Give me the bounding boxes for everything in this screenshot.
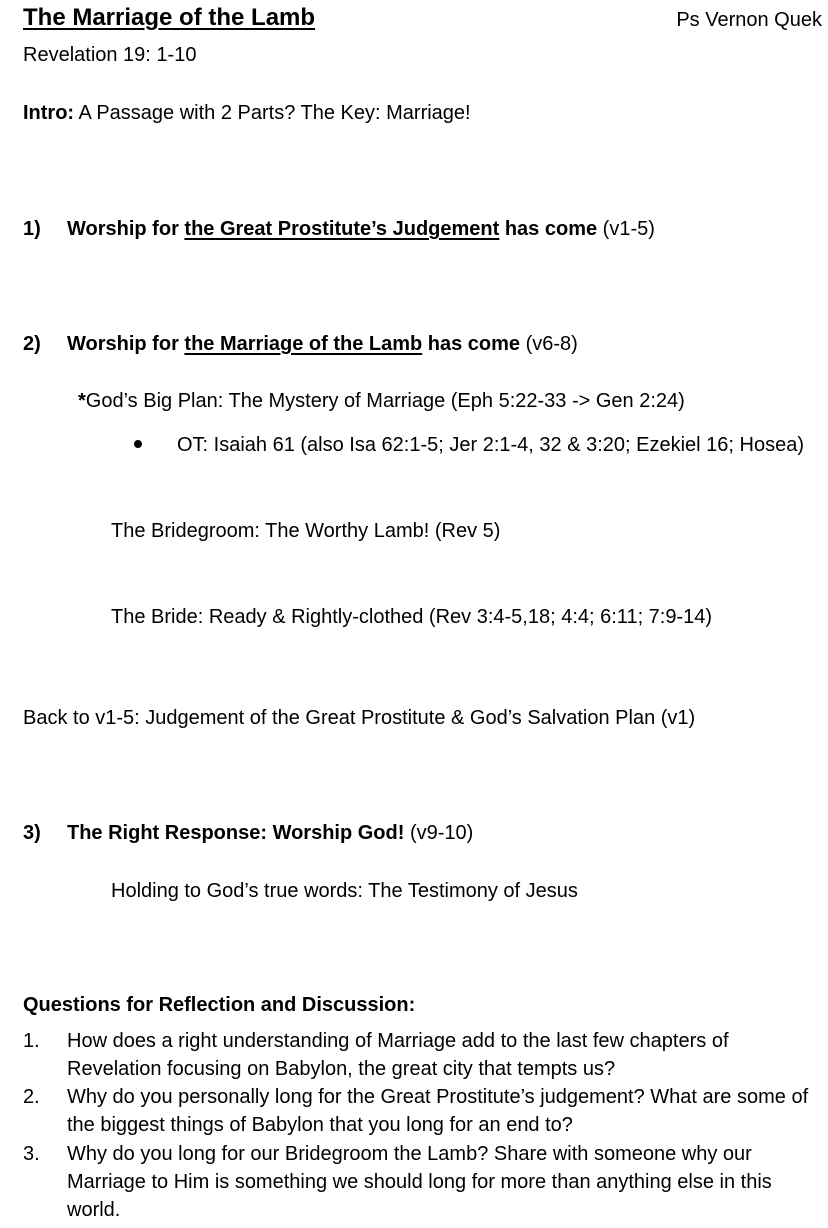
bridegroom-line: The Bridegroom: The Worthy Lamb! (Rev 5) xyxy=(111,520,501,542)
intro-text: A Passage with 2 Parts? The Key: Marriage! xyxy=(74,102,471,124)
point-3-lead: The Right Response: Worship God! xyxy=(67,822,405,844)
question-3-number: 3. xyxy=(23,1143,40,1165)
author-name: Ps Vernon Quek xyxy=(676,9,822,31)
question-1-text: How does a right understanding of Marriage add to the last few chapters of Revelation focusing on Babylon, the great city that tempts us? xyxy=(67,1030,729,1080)
question-2-text: Why do you personally long for the Great Prostitute’s judgement? What are some of the biggest things of Babylon that you long for an end to? xyxy=(67,1086,809,1136)
point-1-ref: (v1-5) xyxy=(597,218,655,240)
holding-line: Holding to God’s true words: The Testimony of Jesus xyxy=(111,880,578,902)
point-3-ref: (v9-10) xyxy=(404,822,474,844)
point-1-underlined: the Great Prostitute’s Judgement xyxy=(184,218,500,240)
back-to-line: Back to v1-5: Judgement of the Great Prostitute & God’s Salvation Plan (v1) xyxy=(23,707,696,729)
point-2-tail: has come xyxy=(422,333,521,355)
intro-label: Intro: xyxy=(23,102,75,124)
page-title: The Marriage of the Lamb xyxy=(23,4,316,31)
scripture-reference: Revelation 19: 1-10 xyxy=(23,44,197,66)
point-3-heading xyxy=(67,820,473,846)
point-1-number: 1) xyxy=(23,218,41,240)
question-3-text: Why do you long for our Bridegroom the Lamb? Share with someone why our Marriage to Him is something we should long for more than anything else in this world. xyxy=(67,1143,772,1221)
point-2-underlined: the Marriage of the Lamb xyxy=(184,333,423,355)
point-2-ref: (v6-8) xyxy=(520,333,578,355)
point-1-tail: has come xyxy=(499,218,598,240)
question-2-number: 2. xyxy=(23,1086,40,1108)
big-plan-star: * xyxy=(78,390,86,412)
bride-line: The Bride: Ready & Rightly-clothed (Rev 3:4-5,18; 4:4; 6:11; 7:9-14) xyxy=(111,606,713,628)
big-plan-line xyxy=(78,388,685,414)
ot-bullet-text: OT: Isaiah 61 (also Isa 62:1-5; Jer 2:1-4, 32 & 3:20; Ezekiel 16; Hosea) xyxy=(177,434,805,456)
point-2-number: 2) xyxy=(23,333,41,355)
point-1-heading xyxy=(67,216,655,242)
intro-line xyxy=(23,100,471,126)
bullet-dot-icon xyxy=(134,440,142,448)
point-1-lead: Worship for xyxy=(67,218,185,240)
question-1-number: 1. xyxy=(23,1030,40,1052)
point-2-lead: Worship for xyxy=(67,333,185,355)
questions-heading: Questions for Reflection and Discussion: xyxy=(23,994,416,1016)
point-3-number: 3) xyxy=(23,822,41,844)
point-2-heading xyxy=(67,331,578,357)
big-plan-text: God’s Big Plan: The Mystery of Marriage (Eph 5:22-33 -> Gen 2:24) xyxy=(85,390,685,412)
